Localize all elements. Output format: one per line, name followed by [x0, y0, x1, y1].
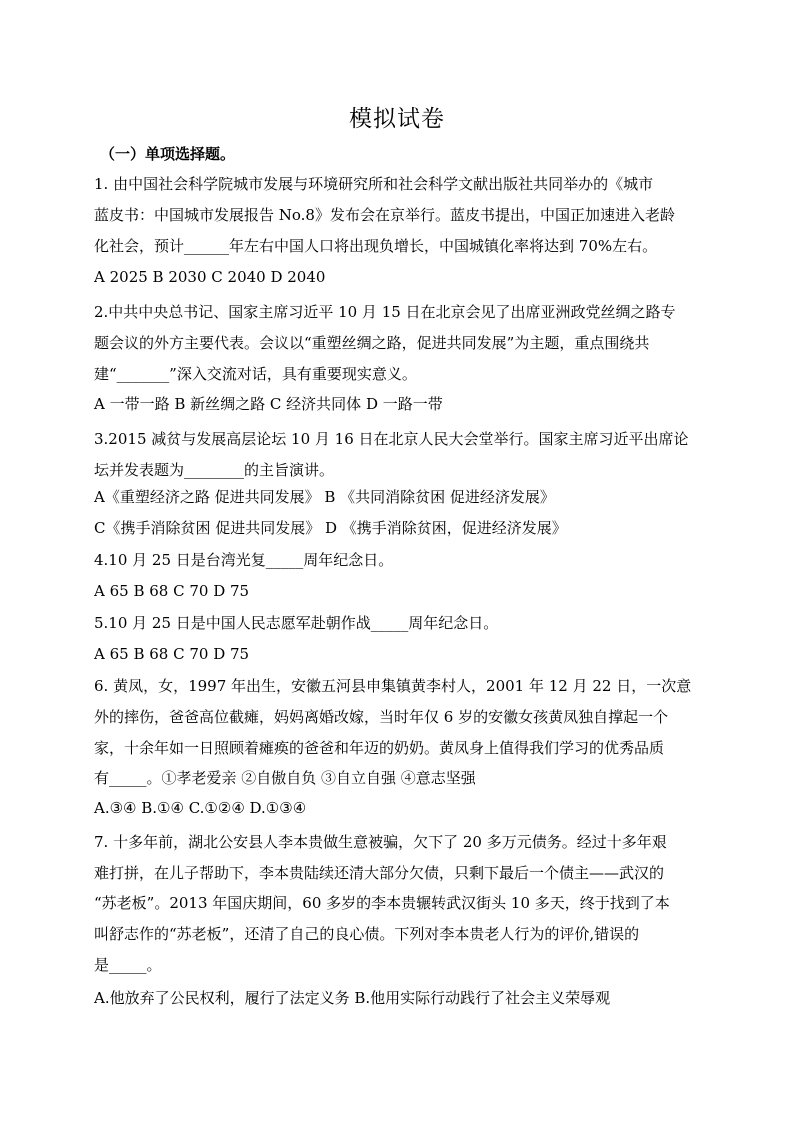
text-line: A.他放弃了公民权利，履行了法定义务 B.他用实际行动践行了社会主义荣辱观 [94, 989, 611, 1007]
text-line: 3.2015 减贫与发展高层论坛 10 月 16 日在北京人民大会堂举行。国家主席习近平出席论 [94, 430, 689, 448]
text-line: 5.10 月 25 日是中国人民志愿军赴朝作战_____周年纪念日。 [94, 614, 499, 632]
text-line: 7. 十多年前，湖北公安县人李本贵做生意被骗，欠下了 20 多万元债务。经过十多年艰 [94, 833, 667, 851]
text-line: A 一带一路 B 新丝绸之路 C 经济共同体 D 一路一带 [94, 395, 443, 413]
text-line: 外的摔伤，爸爸高位截瘫，妈妈离婚改嫁，当时年仅 6 岁的安徽女孩黄凤独自撑起一个 [94, 708, 669, 726]
page-title: 模拟试卷 [349, 106, 445, 132]
text-line: 难打拼，在儿子帮助下，李本贵陆续还清大部分欠债，只剩下最后一个债主——武汉的 [94, 864, 665, 882]
section-heading: （一）单项选择题。 [100, 145, 236, 163]
text-line: 建“_______”深入交流对话，具有重要现实意义。 [94, 365, 417, 383]
text-line: 是_____。 [94, 956, 162, 974]
text-line: 2.中共中央总书记、国家主席习近平 10 月 15 日在北京会见了出席亚洲政党丝绸之路专 [94, 303, 676, 321]
text-line: A《重塑经济之路 促进共同发展》 B 《共同消除贫困 促进经济发展》 [94, 488, 555, 506]
text-line: 叫舒志作的“苏老板”，还清了自己的良心债。下列对李本贵老人行为的评价,错误的 [94, 925, 640, 943]
text-line: 坛并发表题为________的主旨演讲。 [94, 461, 335, 479]
text-line: A 65 B 68 C 70 D 75 [94, 645, 250, 663]
text-line: 化社会，预计______年左右中国人口将出现负增长，中国城镇化率将达到 70%左右。 [94, 237, 658, 255]
text-line: 蓝皮书：中国城市发展报告 No.8》发布会在京举行。蓝皮书提出，中国正加速进入老龄 [94, 206, 675, 224]
text-line: 题会议的外方主要代表。会议以“重塑丝绸之路，促进共同发展”为主题，重点围绕共 [94, 334, 650, 352]
text-line: 家，十余年如一日照顾着瘫痪的爸爸和年迈的奶奶。黄凤身上值得我们学习的优秀品质 [94, 739, 665, 757]
text-line: A.③④ B.①④ C.①②④ D.①③④ [94, 799, 307, 817]
text-line: A 2025 B 2030 C 2040 D 2040 [94, 268, 326, 286]
text-line: “苏老板”。2013 年国庆期间，60 多岁的李本贵辗转武汉街头 10 多天，终于找到了本 [94, 894, 670, 912]
text-line: C《携手消除贫困 促进共同发展》 D 《携手消除贫困，促进经济发展》 [94, 519, 567, 537]
text-line: 1. 由中国社会科学院城市发展与环境研究所和社会科学文献出版社共同举办的《城市 [94, 175, 654, 193]
text-line: 4.10 月 25 日是台湾光复_____周年纪念日。 [94, 551, 394, 569]
text-line: 6. 黄凤，女，1997 年出生，安徽五河县申集镇黄李村人，2001 年 12 月 22 日，一次意 [94, 677, 692, 695]
text-line: A 65 B 68 C 70 D 75 [94, 582, 250, 600]
text-line: 有_____。①孝老爱亲 ②自傲自负 ③自立自强 ④意志坚强 [94, 769, 476, 787]
